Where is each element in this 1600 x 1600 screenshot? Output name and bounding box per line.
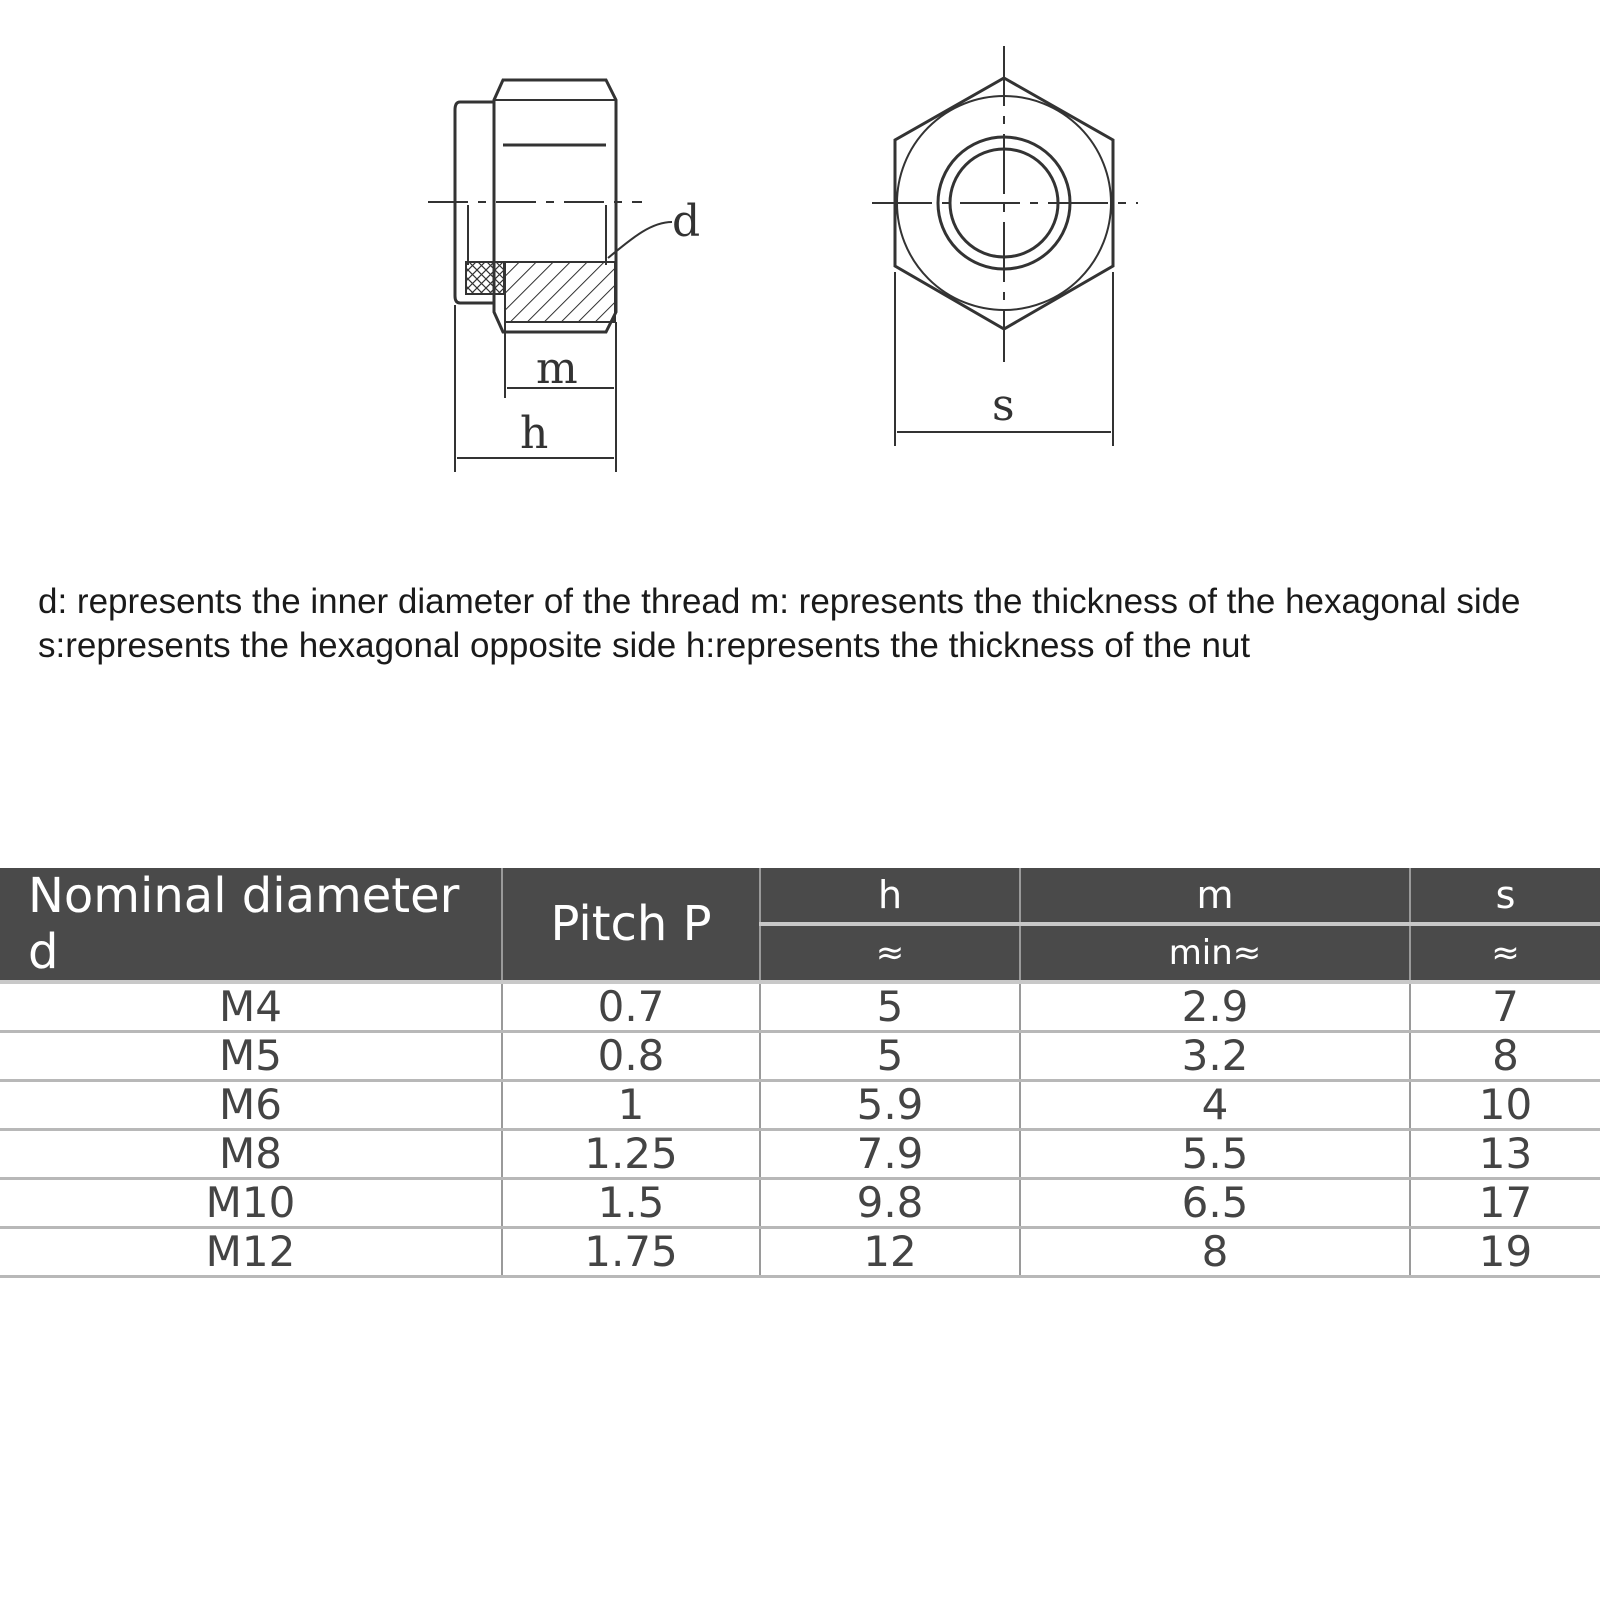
header-m-sub: min≈ [1020,924,1410,982]
cell-m: 3.2 [1020,1032,1410,1081]
cell-h: 12 [760,1228,1020,1277]
cell-pitch: 1.5 [502,1179,760,1228]
dimension-description [38,580,1598,668]
cell-pitch: 1.75 [502,1228,760,1277]
cell-nominal: M12 [0,1228,502,1277]
table-row [0,982,1600,1032]
cell-s: 7 [1410,982,1600,1032]
label-s: s [992,380,1015,431]
description-line-2: s:represents the hexagonal opposite side h:represents the thickness of the nut [38,626,1251,665]
cell-s: 13 [1410,1130,1600,1179]
cell-m: 8 [1020,1228,1410,1277]
cell-s: 8 [1410,1032,1600,1081]
cell-s: 19 [1410,1228,1600,1277]
cell-nominal: M8 [0,1130,502,1179]
header-pitch: Pitch P [502,868,760,982]
description-line-1: d: represents the inner diameter of the thread m: represents the thickness of the hexagonal side [38,582,1521,621]
cell-pitch: 1.25 [502,1130,760,1179]
cell-h: 5.9 [760,1081,1020,1130]
label-m: m [536,343,578,394]
cell-nominal: M5 [0,1032,502,1081]
cell-h: 5 [760,1032,1020,1081]
table-row [0,1032,1600,1081]
cell-nominal: M10 [0,1179,502,1228]
table-row [0,1130,1600,1179]
header-h: h [760,868,1020,924]
cell-pitch: 0.7 [502,982,760,1032]
header-m: m [1020,868,1410,924]
cell-nominal: M6 [0,1081,502,1130]
cell-nominal: M4 [0,982,502,1032]
label-h: h [520,408,549,459]
cell-h: 7.9 [760,1130,1020,1179]
label-d: d [672,196,701,247]
table-row [0,1228,1600,1277]
cell-h: 5 [760,982,1020,1032]
header-s: s [1410,868,1600,924]
cell-s: 17 [1410,1179,1600,1228]
cell-pitch: 0.8 [502,1032,760,1081]
nut-technical-drawing [0,0,1600,520]
cell-m: 2.9 [1020,982,1410,1032]
cell-m: 6.5 [1020,1179,1410,1228]
table-row [0,1081,1600,1130]
header-s-sub: ≈ [1410,924,1600,982]
header-nominal-diameter: Nominal diameter d [0,868,502,982]
cell-h: 9.8 [760,1179,1020,1228]
table-row [0,1179,1600,1228]
side-view [428,80,672,472]
cell-pitch: 1 [502,1081,760,1130]
cell-s: 10 [1410,1081,1600,1130]
header-h-sub: ≈ [760,924,1020,982]
spec-table [0,868,1600,1278]
cell-m: 5.5 [1020,1130,1410,1179]
cell-m: 4 [1020,1081,1410,1130]
